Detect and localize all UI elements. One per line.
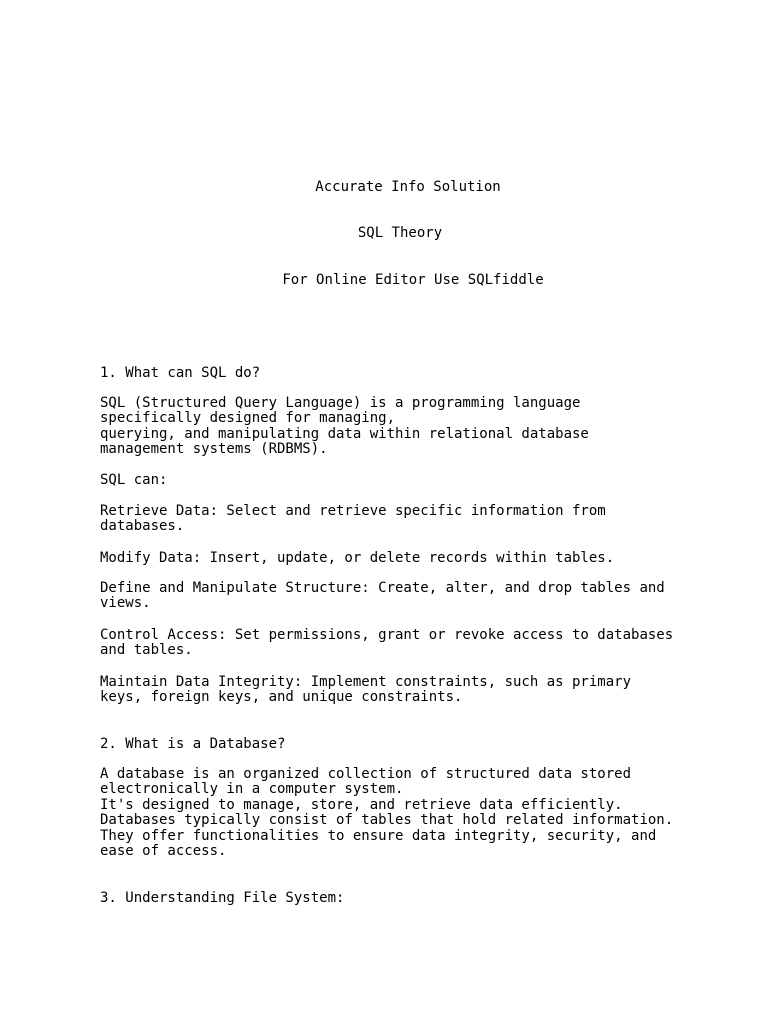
document-subtitle: SQL Theory (357, 225, 443, 241)
section-1-intro-line: SQL (Structured Query Language) is a programming language (100, 395, 581, 411)
document-title: Accurate Info Solution (315, 179, 501, 195)
capability-item: Control Access: Set permissions, grant or revoke access to databases (100, 627, 674, 643)
section-1-intro-line: management systems (RDBMS). (100, 441, 328, 457)
section-1-intro-line: specifically designed for managing, (100, 410, 396, 426)
section-2-heading: 2. What is a Database? (100, 736, 286, 752)
capability-item: Retrieve Data: Select and retrieve specific information from (100, 503, 606, 519)
section-2-body-line: They offer functionalities to ensure data integrity, security, and (100, 828, 657, 844)
capability-item: Maintain Data Integrity: Implement constraints, such as primary (100, 674, 632, 690)
capability-item-continuation: keys, foreign keys, and unique constraints. (100, 689, 463, 705)
section-2-body-line: A database is an organized collection of structured data stored (100, 766, 632, 782)
editor-note: For Online Editor Use SQLfiddle (282, 272, 544, 288)
capability-item-continuation: databases. (100, 518, 185, 534)
section-2-body-line: Databases typically consist of tables that hold related information. (100, 812, 674, 828)
capability-item-continuation: views. (100, 595, 151, 611)
section-1-heading: 1. What can SQL do? (100, 365, 261, 381)
capability-item-continuation: and tables. (100, 642, 193, 658)
capability-item: Modify Data: Insert, update, or delete records within tables. (100, 550, 615, 566)
section-1-intro-line: querying, and manipulating data within relational database (100, 426, 589, 442)
capability-item: Define and Manipulate Structure: Create, alter, and drop tables and (100, 580, 665, 596)
section-2-body-line: ease of access. (100, 843, 227, 859)
sql-can-label: SQL can: (100, 472, 168, 488)
section-3-heading: 3. Understanding File System: (100, 890, 345, 906)
section-2-body-line: It's designed to manage, store, and retrieve data efficiently. (100, 797, 623, 813)
section-2-body-line: electronically in a computer system. (100, 781, 404, 797)
